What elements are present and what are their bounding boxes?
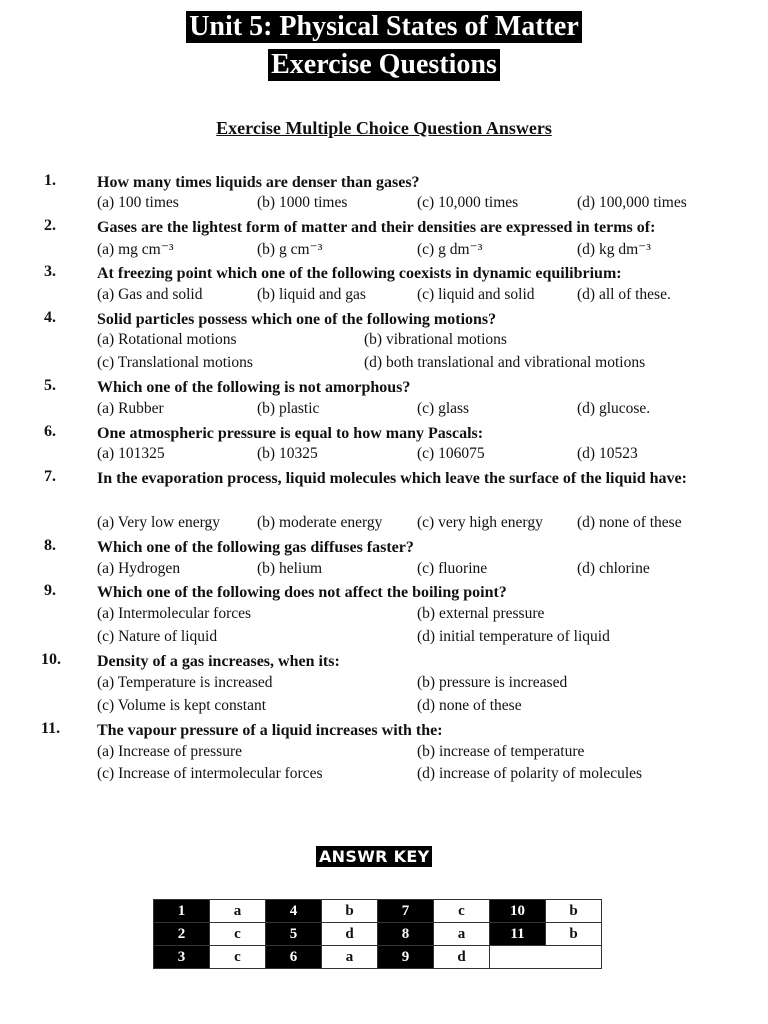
question-text: In the evaporation process, liquid molecules which leave the surface of the liquid have: <box>97 470 687 487</box>
option-d: (d) increase of polarity of molecules <box>417 765 643 782</box>
question-number: 6. <box>44 423 56 440</box>
question-number: 8. <box>44 537 56 554</box>
question-text: Density of a gas increases, when its: <box>97 653 340 670</box>
option-b: (b) external pressure <box>417 605 545 622</box>
option-d: (d) chlorine <box>577 560 650 577</box>
option-a: (a) Rubber <box>97 400 164 417</box>
option-d: (d) none of these <box>577 514 682 531</box>
option-d: (d) all of these. <box>577 286 671 303</box>
question-number: 1. <box>44 172 56 189</box>
answer-key-title: ANSWR KEY <box>316 846 432 867</box>
option-b: (b) plastic <box>257 400 320 417</box>
question-number: 2. <box>44 217 56 234</box>
option-c: (c) Nature of liquid <box>97 628 218 645</box>
answer-cell: a <box>322 946 378 969</box>
question-number-cell: 3 <box>154 946 210 969</box>
option-a: (a) mg cm⁻³ <box>97 241 174 258</box>
answer-cell: d <box>322 923 378 946</box>
title-text-1: Unit 5: Physical States of Matter <box>186 11 582 43</box>
title-line-2 <box>0 49 768 81</box>
option-b: (b) g cm⁻³ <box>257 241 323 258</box>
table-row <box>154 900 602 923</box>
question-text: One atmospheric pressure is equal to how many Pascals: <box>97 425 484 442</box>
question-number: 10. <box>41 651 61 668</box>
empty-cell <box>490 946 602 969</box>
option-c: (c) fluorine <box>417 560 488 577</box>
option-a: (a) Intermolecular forces <box>97 605 252 622</box>
answer-key-table <box>153 899 602 969</box>
question-number-cell: 8 <box>378 923 434 946</box>
answer-cell: c <box>210 923 266 946</box>
question-number-cell: 2 <box>154 923 210 946</box>
option-b: (b) 10325 <box>257 445 318 462</box>
option-a: (a) Temperature is increased <box>97 674 273 691</box>
question-number-cell: 5 <box>266 923 322 946</box>
question-number: 4. <box>44 309 56 326</box>
option-b: (b) moderate energy <box>257 514 383 531</box>
option-d: (d) both translational and vibrational motions <box>364 354 646 371</box>
option-d: (d) initial temperature of liquid <box>417 628 610 645</box>
question-number-cell: 7 <box>378 900 434 923</box>
option-a: (a) 100 times <box>97 194 179 211</box>
answer-cell: a <box>210 900 266 923</box>
table-row <box>154 946 602 969</box>
option-d: (d) 100,000 times <box>577 194 687 211</box>
option-c: (c) glass <box>417 400 470 417</box>
option-a: (a) Very low energy <box>97 514 220 531</box>
question-number: 9. <box>44 582 56 599</box>
option-b: (b) liquid and gas <box>257 286 366 303</box>
question-number: 11. <box>41 720 61 737</box>
question-text: Solid particles possess which one of the following motions? <box>97 311 497 328</box>
question-number-cell: 9 <box>378 946 434 969</box>
option-c: (c) very high energy <box>417 514 543 531</box>
question-text: The vapour pressure of a liquid increases with the: <box>97 722 443 739</box>
option-c: (c) 10,000 times <box>417 194 519 211</box>
option-a: (a) Increase of pressure <box>97 743 243 760</box>
option-d: (d) 10523 <box>577 445 638 462</box>
option-c: (c) liquid and solid <box>417 286 535 303</box>
question-number-cell: 6 <box>266 946 322 969</box>
option-b: (b) helium <box>257 560 322 577</box>
question-text: At freezing point which one of the following coexists in dynamic equilibrium: <box>97 265 622 282</box>
answer-cell: b <box>322 900 378 923</box>
question-number-cell: 11 <box>490 923 546 946</box>
question-number: 5. <box>44 377 56 394</box>
option-c: (c) g dm⁻³ <box>417 241 483 258</box>
option-c: (c) Translational motions <box>97 354 253 371</box>
answer-cell: c <box>434 900 490 923</box>
option-b: (b) pressure is increased <box>417 674 568 691</box>
table-row <box>154 923 602 946</box>
option-b: (b) increase of temperature <box>417 743 585 760</box>
question-text: Which one of the following does not affect the boiling point? <box>97 584 507 601</box>
option-d: (d) glucose. <box>577 400 651 417</box>
answer-cell: b <box>546 923 602 946</box>
option-d: (d) none of these <box>417 697 522 714</box>
answer-cell: b <box>546 900 602 923</box>
option-b: (b) vibrational motions <box>364 331 507 348</box>
option-a: (a) Hydrogen <box>97 560 181 577</box>
question-text: Which one of the following is not amorphous? <box>97 379 411 396</box>
question-text: Gases are the lightest form of matter and their densities are expressed in terms of: <box>97 219 656 236</box>
question-number: 7. <box>44 468 56 485</box>
question-number: 3. <box>44 263 56 280</box>
option-c: (c) 106075 <box>417 445 485 462</box>
answer-cell: d <box>434 946 490 969</box>
answer-cell: a <box>434 923 490 946</box>
option-c: (c) Volume is kept constant <box>97 697 267 714</box>
option-b: (b) 1000 times <box>257 194 348 211</box>
question-text: Which one of the following gas diffuses faster? <box>97 539 414 556</box>
option-d: (d) kg dm⁻³ <box>577 241 651 258</box>
question-number-cell: 4 <box>266 900 322 923</box>
question-number-cell: 10 <box>490 900 546 923</box>
title-text-2: Exercise Questions <box>268 49 500 81</box>
option-a: (a) Rotational motions <box>97 331 237 348</box>
answer-cell: c <box>210 946 266 969</box>
title-line-1 <box>0 11 768 43</box>
option-c: (c) Increase of intermolecular forces <box>97 765 323 782</box>
option-a: (a) Gas and solid <box>97 286 203 303</box>
section-heading: Exercise Multiple Choice Question Answers <box>216 118 552 138</box>
question-number-cell: 1 <box>154 900 210 923</box>
question-text: How many times liquids are denser than gases? <box>97 174 420 191</box>
option-a: (a) 101325 <box>97 445 165 462</box>
